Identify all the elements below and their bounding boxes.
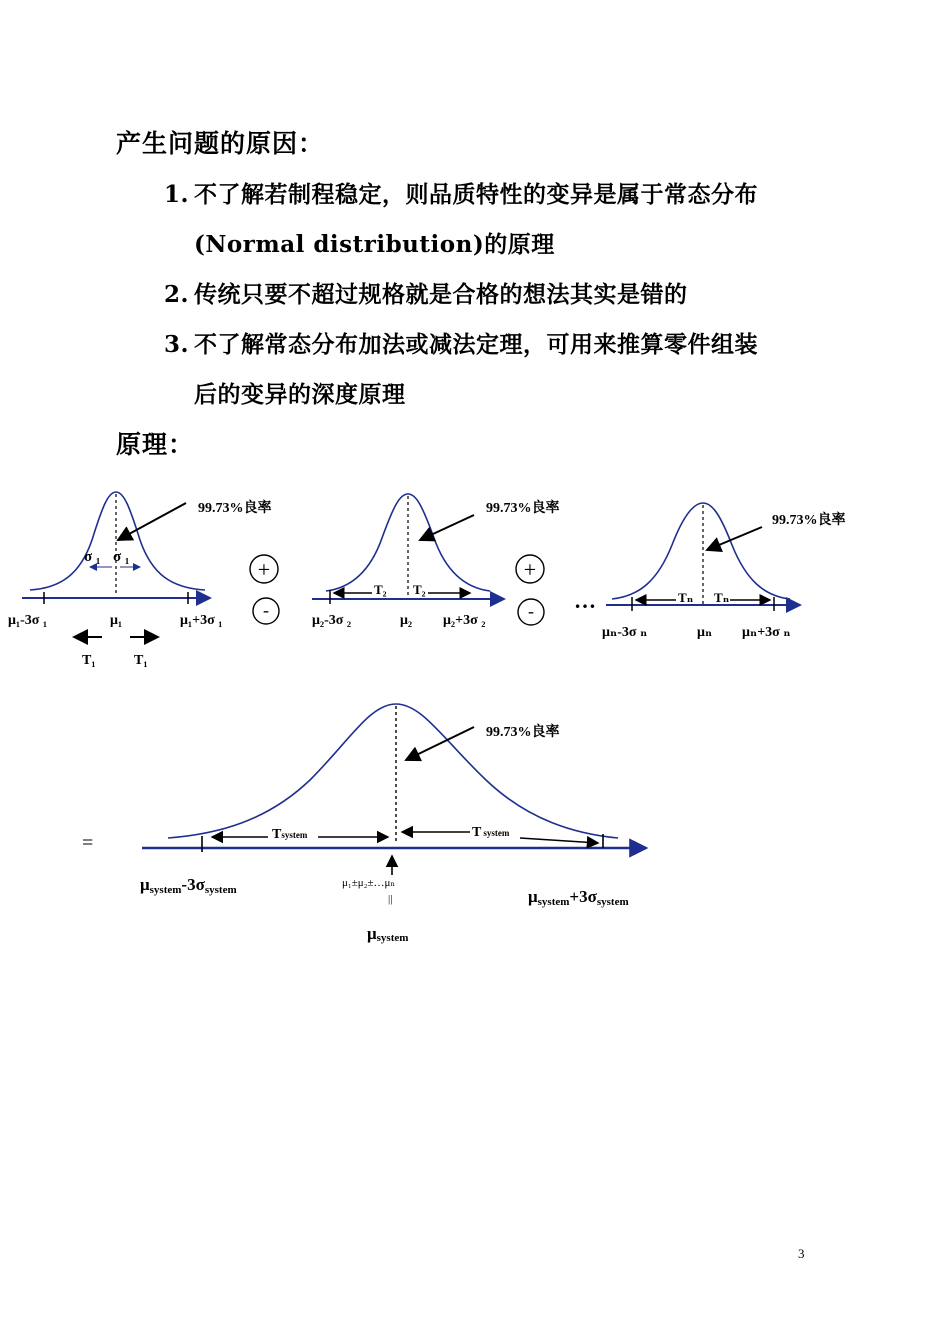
equals-sign: = <box>82 832 94 854</box>
curve-2-group <box>312 494 560 628</box>
curve-1-label-center: μ₁ <box>110 613 123 628</box>
system-label-left: μsystem-3σsystem <box>140 875 237 896</box>
curve-2-yield-label: 99.73%良率 <box>486 501 560 516</box>
cause-text: 不了解若制程稳定，则品质特性的变异是属于常态分布 <box>194 181 758 208</box>
system-t-right: Tsystem <box>472 825 510 840</box>
system-curve-group <box>82 704 646 944</box>
curve-3-t-right: Tₙ <box>714 590 730 605</box>
curve-1-t-left: T₁ <box>82 653 96 668</box>
system-t-arrow-right-tail <box>520 838 598 843</box>
system-equal-sign: || <box>388 893 393 905</box>
cause-text: 不了解常态分布加法或减法定理，可用来推算零件组装 <box>194 331 758 358</box>
ellipsis: … <box>574 588 596 613</box>
operator-2 <box>516 555 596 625</box>
cause-item-1-continuation: (Normal distribution)的原理 <box>194 231 555 258</box>
curve-2-yield-arrow <box>420 515 474 540</box>
curve-1-yield-arrow <box>118 503 186 540</box>
curve-1-group <box>8 492 272 668</box>
minus-symbol: - <box>263 600 269 620</box>
cause-text: 传统只要不超过规格就是合格的想法其实是错的 <box>194 281 688 308</box>
curve-3-yield-label: 99.73%良率 <box>772 513 846 528</box>
cause-number: 3. <box>164 331 190 358</box>
curve-2-label-right: μ₂+3σ ₂ <box>443 613 486 628</box>
curve-2-t-left: T₂ <box>374 582 387 597</box>
operator-1 <box>250 555 279 624</box>
curve-3-bell <box>612 503 790 599</box>
principle-heading: 原理： <box>116 430 195 459</box>
page-number: 3 <box>798 1246 805 1261</box>
curve-2-t-right: T₂ <box>413 582 426 597</box>
curve-1-label-left: μ₁-3σ ₁ <box>8 613 48 628</box>
system-label-center: μsystem <box>367 924 409 944</box>
curve-3-label-center: μₙ <box>697 625 713 640</box>
curve-1-sigma-right: σ ₁ <box>113 549 130 565</box>
curve-2-label-center: μ₂ <box>400 613 413 628</box>
curve-3-label-right: μₙ+3σ ₙ <box>742 625 791 640</box>
curve-1-t-right: T₁ <box>134 653 148 668</box>
plus-symbol: + <box>523 557 537 582</box>
curve-3-t-left: Tₙ <box>678 590 694 605</box>
minus-symbol: - <box>528 601 534 621</box>
curve-1-label-right: μ₁+3σ ₁ <box>180 613 223 628</box>
curve-1-yield-label: 99.73%良率 <box>198 501 272 516</box>
curve-3-yield-arrow <box>707 527 762 550</box>
curve-2-label-left: μ₂-3σ ₂ <box>312 613 352 628</box>
causes-heading: 产生问题的原因： <box>116 129 325 158</box>
system-t-left: Tsystem <box>272 827 308 842</box>
cause-number: 1. <box>164 181 190 208</box>
system-yield-label: 99.73%良率 <box>486 725 560 740</box>
cause-number: 2. <box>164 281 190 308</box>
plus-symbol: + <box>257 557 271 582</box>
cause-item-3-continuation: 后的变异的深度原理 <box>194 381 406 408</box>
curve-1-sigma-left: σ ₁ <box>84 549 101 565</box>
system-label-right: μsystem+3σsystem <box>528 887 629 908</box>
system-sum-expression: μ₁±μ₂±…μₙ <box>342 877 396 889</box>
curve-3-group <box>602 503 846 640</box>
curve-3-label-left: μₙ-3σ ₙ <box>602 625 648 640</box>
